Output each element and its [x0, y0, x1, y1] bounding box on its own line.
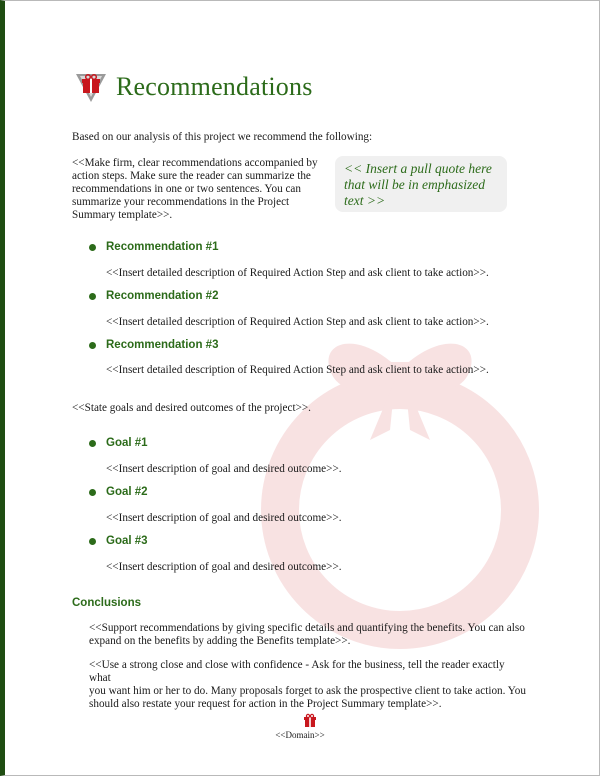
- recommendation-title: Recommendation #1: [106, 241, 219, 253]
- recommendation-title: Recommendation #3: [106, 339, 219, 351]
- bullet-icon: [89, 538, 96, 545]
- paragraph-line: <<Support recommendations by giving specific details and quantifying the benefits. You can also: [89, 622, 525, 634]
- bullet-icon: [89, 489, 96, 496]
- bullet-icon: [89, 440, 96, 447]
- paragraph-line: action steps. Make sure the reader can summarize the: [72, 170, 311, 182]
- recommendation-summary-paragraph: [72, 157, 322, 222]
- conclusions-paragraph-2: [89, 659, 529, 711]
- footer-domain: <<Domain>>: [275, 730, 325, 740]
- goal-description: <<Insert description of goal and desired outcome>>.: [106, 561, 342, 573]
- goal-heading: [89, 535, 148, 547]
- paragraph-line: <<Use a strong close and close with confidence - Ask for the business, tell the reader exactly what: [89, 659, 505, 684]
- bow-wreath-watermark: [230, 330, 570, 660]
- paragraph-line: Summary template>>.: [72, 209, 173, 221]
- recommendation-heading: [89, 290, 218, 302]
- pull-quote-line: text >>: [344, 193, 386, 208]
- recommendation-description: <<Insert detailed description of Required Action Step and ask client to take action>>.: [106, 364, 489, 376]
- gift-footer-icon: [302, 713, 318, 729]
- paragraph-line: should also restate your request for action in the Project Summary template>>.: [89, 698, 442, 710]
- pull-quote-text: [344, 161, 504, 209]
- recommendation-description: <<Insert detailed description of Required Action Step and ask client to take action>>.: [106, 267, 489, 279]
- paragraph-line: <<Make firm, clear recommendations accompanied by: [72, 157, 318, 169]
- goal-title: Goal #1: [106, 437, 148, 449]
- page-title: Recommendations: [116, 72, 313, 101]
- goals-intro-text: <<State goals and desired outcomes of the project>>.: [72, 402, 311, 414]
- conclusions-paragraph-1: [89, 622, 529, 648]
- recommendation-heading: [89, 241, 218, 253]
- recommendation-heading: [89, 339, 218, 351]
- paragraph-line: expand on the benefits by adding the Benefits template>>.: [89, 635, 351, 647]
- bullet-icon: [89, 293, 96, 300]
- goal-heading: [89, 486, 148, 498]
- goal-heading: [89, 437, 148, 449]
- gift-logo-icon: [74, 70, 108, 104]
- bullet-icon: [89, 244, 96, 251]
- page-header: [74, 70, 313, 104]
- pull-quote-line: << Insert a pull quote here: [344, 161, 492, 176]
- conclusions-heading: Conclusions: [72, 597, 142, 609]
- paragraph-line: you want him or her to do. Many proposals forget to ask the prospective client to take action. You: [89, 685, 526, 697]
- goal-description: <<Insert description of goal and desired outcome>>.: [106, 463, 342, 475]
- intro-text: Based on our analysis of this project we recommend the following:: [72, 131, 373, 143]
- recommendation-description: <<Insert detailed description of Required Action Step and ask client to take action>>.: [106, 316, 489, 328]
- goal-title: Goal #2: [106, 486, 148, 498]
- bullet-icon: [89, 342, 96, 349]
- pull-quote-line: that will be in emphasized: [344, 177, 485, 192]
- paragraph-line: summarize your recommendations in the Project: [72, 196, 290, 208]
- goal-title: Goal #3: [106, 535, 148, 547]
- paragraph-line: recommendations in one or two sentences. You can: [72, 183, 301, 195]
- goal-description: <<Insert description of goal and desired outcome>>.: [106, 512, 342, 524]
- pull-quote-box: [335, 156, 507, 212]
- recommendation-title: Recommendation #2: [106, 290, 219, 302]
